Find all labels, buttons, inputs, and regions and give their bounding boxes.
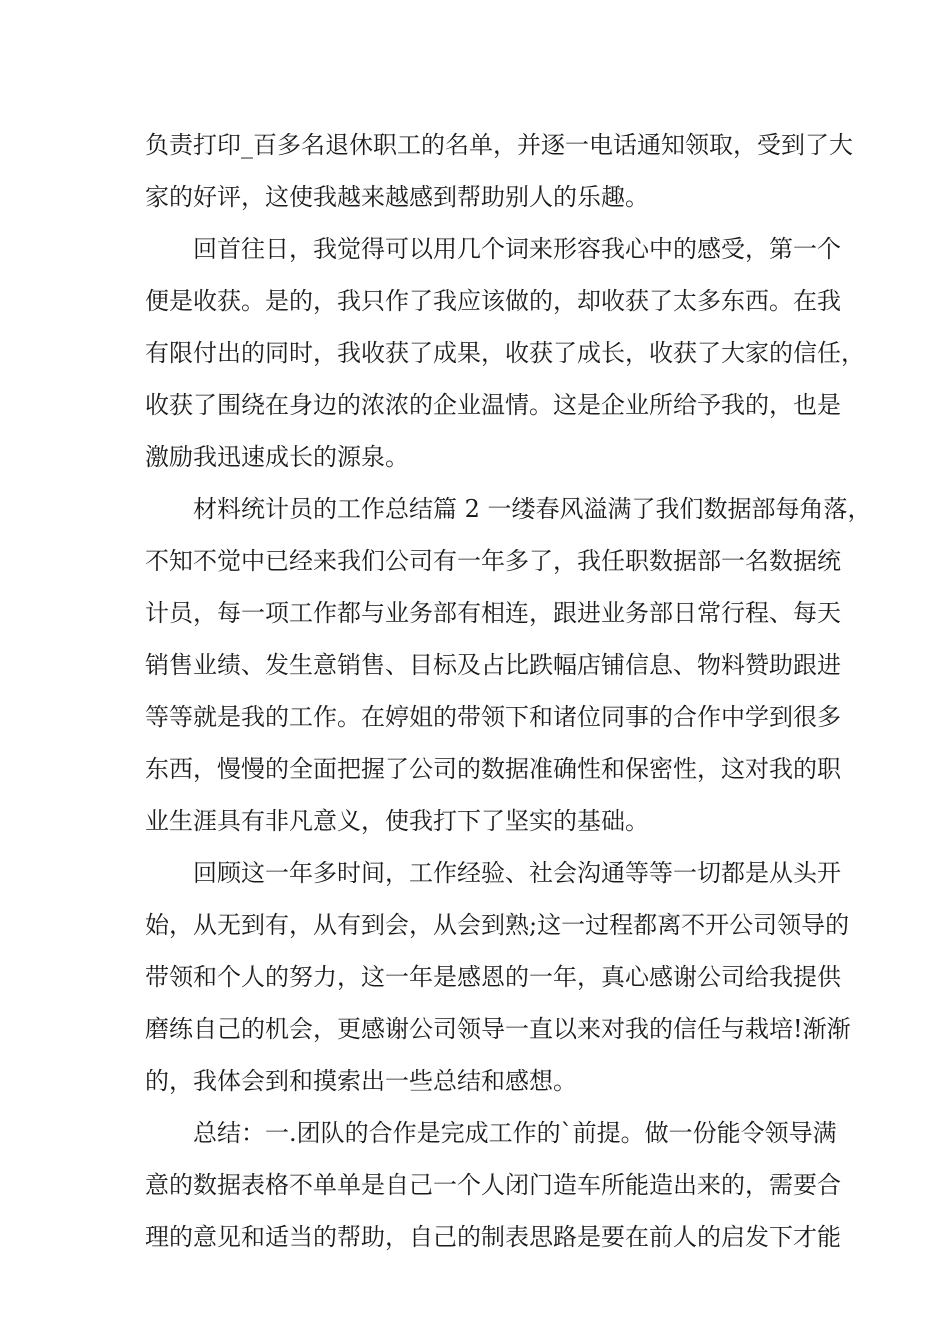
text-line: 材料统计员的工作总结篇 2 一缕春风溢满了我们数据部每角落， [193,495,872,523]
text-line: 的，我体会到和摸索出一些总结和感想。 [145,1067,577,1095]
text-line: 不知不觉中已经来我们公司有一年多了，我任职数据部一名数据统 [145,547,841,575]
text-line: 有限付出的同时，我收获了成果，收获了成长，收获了大家的信任， [145,339,865,367]
text-line: 收获了围绕在身边的浓浓的企业温情。这是企业所给予我的，也是 [145,391,841,419]
text-line: 东西，慢慢的全面把握了公司的数据准确性和保密性，这对我的职 [145,755,841,783]
text-line: 回首往日，我觉得可以用几个词来形容我心中的感受，第一个 [193,235,841,263]
text-line: 回顾这一年多时间，工作经验、社会沟通等等一切都是从头开 [193,859,841,887]
text-line: 便是收获。是的，我只作了我应该做的，却收获了太多东西。在我 [145,287,841,315]
text-line: 意的数据表格不单单是自己一个人闭门造车所能造出来的，需要合 [145,1171,841,1199]
text-line: 负责打印_百多名退休职工的名单，并逐一电话通知领取，受到了大 [145,131,853,159]
text-line: 激励我迅速成长的源泉。 [145,443,409,471]
text-line: 理的意见和适当的帮助，自己的制表思路是要在前人的启发下才能 [145,1223,841,1251]
text-line: 家的好评，这使我越来越感到帮助别人的乐趣。 [145,183,649,211]
text-line: 带领和个人的努力，这一年是感恩的一年，真心感谢公司给我提供 [145,963,841,991]
text-line: 等等就是我的工作。在婷姐的带领下和诸位同事的合作中学到很多 [145,703,841,731]
document-body [145,130,872,1274]
text-line: 计员，每一项工作都与业务部有相连，跟进业务部日常行程、每天 [145,599,841,627]
text-line: 销售业绩、发生意销售、目标及占比跌幅店铺信息、物料赞助跟进 [145,651,841,679]
text-line: 始，从无到有，从有到会，从会到熟;这一过程都离不开公司领导的 [145,911,850,939]
text-line: 业生涯具有非凡意义，使我打下了坚实的基础。 [145,807,649,835]
text-line: 总结：一.团队的合作是完成工作的`前提。做一份能令领导满 [193,1119,837,1147]
text-line: 磨练自己的机会，更感谢公司领导一直以来对我的信任与栽培!渐渐 [145,1015,851,1043]
